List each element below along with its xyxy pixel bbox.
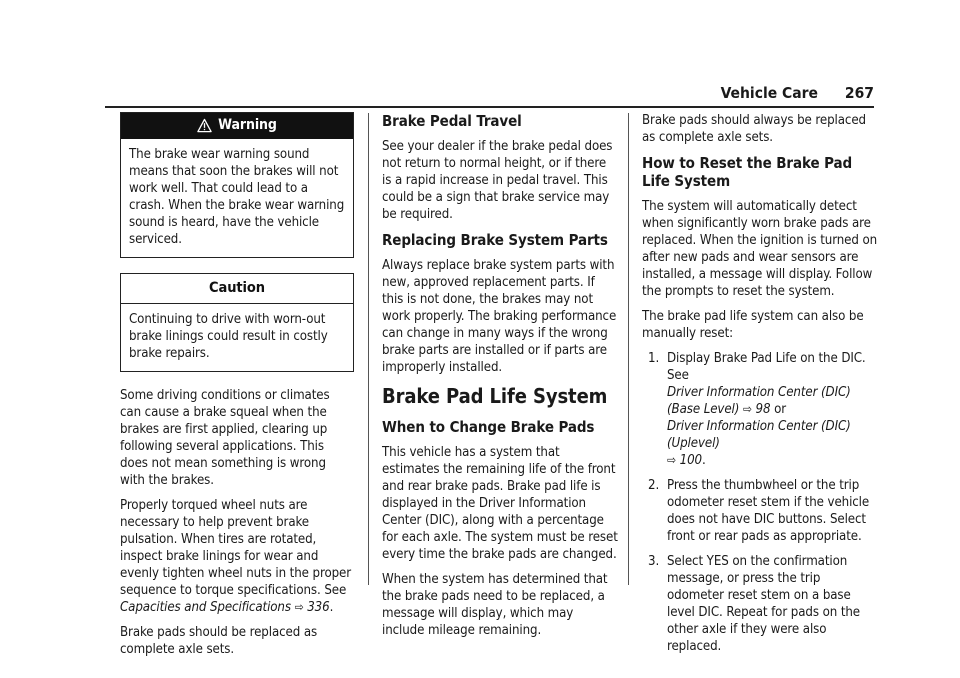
warning-box <box>120 112 354 258</box>
paragraph-complete-axle: Brake pads should always be replaced as complete axle sets. <box>642 113 866 145</box>
caution-body: Continuing to drive with worn-out brake linings could result in costly brake repairs. <box>129 312 328 361</box>
heading-pedal-travel: Brake Pedal Travel <box>382 112 522 130</box>
dic-base-page[interactable]: 98 <box>755 402 771 417</box>
heading-how-to-reset: How to Reset the Brake Pad Life System <box>642 154 853 190</box>
warning-body: The brake wear warning sound means that soon the brakes will not work well. That could lead to a crash. When the brake wear warning sound is heard, have the vehicle serviced. <box>129 147 345 247</box>
paragraph-wheel-nuts: Properly torqued wheel nuts are necessary to help prevent brake pulsation. When tires are rotated, inspect brake linings for wear and evenly tighten wheel nuts in the proper sequence to torque specifications. See Capacities and Specifications ⇨ 336. <box>120 498 352 615</box>
paragraph-pedal-travel: See your dealer if the brake pedal does not return to normal height, or if there is a rapid increase in pedal travel. This could be a sign that brake service may be required. <box>382 139 613 222</box>
section-title: Vehicle Care <box>720 84 819 102</box>
column-1 <box>120 112 354 666</box>
paragraph-brake-squeal: Some driving conditions or climates can cause a brake squeal when the brakes are first applied, clearing up following several applications. This does not mean something is wrong with the brakes. <box>120 388 330 488</box>
header-rule <box>105 106 874 108</box>
column-3 <box>642 112 878 663</box>
heading-pad-life-system: Brake Pad Life System <box>382 384 608 408</box>
caution-box <box>120 273 354 372</box>
paragraph-axle-sets: Brake pads should be replaced as complete axle sets. <box>120 625 318 657</box>
page-number: 267 <box>844 84 874 102</box>
dic-uplevel-link[interactable]: Driver Information Center (DIC) (Uplevel) <box>667 419 851 451</box>
warning-title: Warning <box>218 117 277 133</box>
paragraph-determined: When the system has determined that the brake pads need to be replaced, a message will display, which may include mileage remaining. <box>382 572 608 638</box>
page-arrow-icon: ⇨ <box>742 402 752 416</box>
paragraph-when-to-change: This vehicle has a system that estimates the remaining life of the front and rear brake pads. Brake pad life is displayed in the Driver Information Center (DIC), along with a percentage for each axle. The system must be reset every time the brake pads are changed. <box>382 445 618 562</box>
capacities-page[interactable]: 336 <box>307 600 330 615</box>
dic-uplevel-page[interactable]: 100 <box>679 453 702 468</box>
warning-triangle-icon <box>197 118 212 133</box>
paragraph-manual-reset: The brake pad life system can also be manually reset: <box>642 309 864 341</box>
heading-when-to-change: When to Change Brake Pads <box>382 418 595 436</box>
paragraph-replacing-parts: Always replace brake system parts with new, approved replacement parts. If this is not done, the brakes may not work properly. The braking performance can change in many ways if the wrong brake parts are installed or if parts are improperly installed. <box>382 258 617 375</box>
paragraph-auto-detect: The system will automatically detect when significantly worn brake pads are replaced. When the ignition is turned on after new pads and wear sensors are installed, a message will display. Follow the prompts to reset the system. <box>642 199 878 299</box>
page-header <box>721 84 874 102</box>
column-divider-1 <box>368 113 369 585</box>
dic-base-link[interactable]: Driver Information Center (DIC) (Base Level) <box>667 385 851 417</box>
page-arrow-icon: ⇨ <box>667 453 676 467</box>
column-2 <box>382 112 618 647</box>
caution-header: Caution <box>121 274 353 304</box>
heading-replacing-parts: Replacing Brake System Parts <box>382 231 608 249</box>
list-item: 1. Display Brake Pad Life on the DIC. See Driver Information Center (DIC) (Base Level) ⇨ 98 or Driver Information Center (DIC) (Uplevel) ⇨ 100. <box>648 351 866 468</box>
page-arrow-icon: ⇨ <box>294 600 304 614</box>
list-item: 3. Select YES on the confirmation message, or press the trip odometer reset stem on a base level DIC. Repeat for pads on the other axle if they were also replaced. <box>648 554 860 654</box>
capacities-link[interactable]: Capacities and Specifications <box>120 600 291 615</box>
column-divider-2 <box>628 113 629 585</box>
list-item: 2. Press the thumbwheel or the trip odometer reset stem if the vehicle does not have DIC buttons. Select front or rear pads as appropriate. <box>648 478 870 544</box>
reset-steps-list <box>642 350 878 655</box>
warning-header <box>121 113 353 139</box>
